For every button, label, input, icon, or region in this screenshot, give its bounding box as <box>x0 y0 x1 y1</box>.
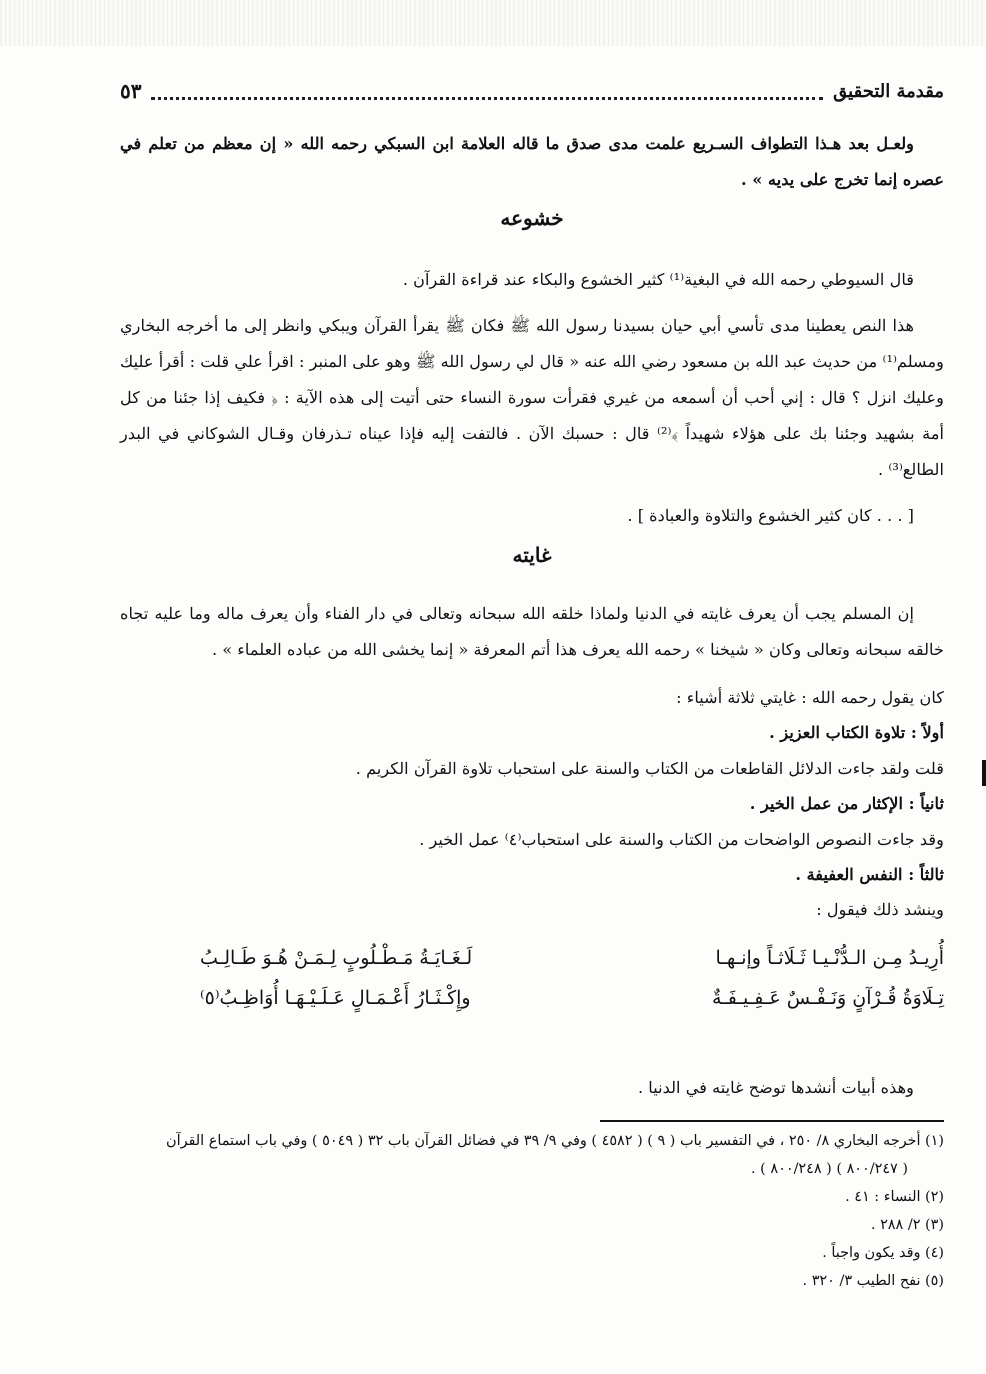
footnote: (٥) نفح الطيب ٣/ ٣٢٠ . <box>802 1273 944 1289</box>
poem-block <box>200 938 944 1018</box>
section1-body <box>120 262 944 534</box>
footnote-divider <box>600 1120 944 1122</box>
scan-noise-strip <box>0 0 986 46</box>
poem-hemistich-second: وإِكْـثَـارُ أَعْـمَـالٍ عَـلَـيْـهَـا أُوَاظِـبُ⁽٥⁾ <box>200 987 471 1009</box>
list-item: وقد جاءت النصوص الواضحات من الكتاب والسنة على استحباب⁽٤⁾ عمل الخير . <box>419 829 944 849</box>
list-item: ثانياً : الإكثار من عمل الخير . <box>749 794 944 814</box>
closing-line: وهذه أبيات أنشدها توضح غايته في الدنيا . <box>638 1078 914 1097</box>
footnote: (٣) ٢/ ٢٨٨ . <box>870 1217 944 1233</box>
list-item: وينشد ذلك فيقول : <box>816 900 944 920</box>
page-number: ٥٣ <box>120 79 142 103</box>
footnote: (٤) وقد يكون واجباً . <box>822 1245 944 1261</box>
poem-hemistich-first: تِـلَاوَةُ قُـرْآنٍ وَنَـفْـسٌ عَـفِـيـفَـةٌ <box>712 987 944 1009</box>
footnotes <box>120 1127 944 1295</box>
header-title: مقدمة التحقيق <box>833 80 944 102</box>
poem-hemistich-second: لَـغَـايَـةُ مَـطْـلُوبٍ لِـمَـنْ هُـوَ طَـالِـبُ <box>200 947 473 969</box>
section1-paragraph-3: [ . . . كان كثير الخشوع والتلاوة والعبادة ] . <box>627 506 914 525</box>
intro-paragraph: ولعـل بعد هـذا التطواف السـريع علمت مدى صدق ما قاله العلامة ابن السبكي رحمه الله « إن معظم من تعلم في عصره إنما تخرج على يديه » . <box>120 134 944 189</box>
scan-edge-mark <box>982 760 986 786</box>
section2-paragraph-1: إن المسلم يجب أن يعرف غايته في الدنيا ولماذا خلقه الله سبحانه وتعالى في دار الفناء وأن يعرف ماله وما عليه تجاه خالقه سبحانه وتعالى وكان « شيخنا » رحمه الله يعرف هذا أتم المعرفة « إنما يخشى الله من عباده العلماء » . <box>120 604 944 659</box>
section2-body <box>120 596 944 668</box>
footnote: (٢) النساء : ٤١ . <box>845 1189 944 1205</box>
section1-paragraph-1: قال السيوطي رحمه الله في البغية⁽¹⁾ كثير الخشوع والبكاء عند قراءة القرآن . <box>402 270 914 289</box>
poem-hemistich-first: أُرِيـدُ مِـن الـدُّنْـيـا ثَـلَاثـاً وإنـهـا <box>715 947 944 969</box>
section1-paragraph-2: هذا النص يعطينا مدى تأسي أبي حيان بسيدنا رسول الله ﷺ فكان ﷺ يقرأ القرآن ويبكي وانظر إلى ما أخرجه البخاري ومسلم⁽¹⁾ من حديث عبد الله بن مسعود رضي الله عنه « قال لي رسول الله ﷺ وهو على المنبر : اقرأ علي قلت : أقرأ عليك وعليك انزل ؟ قال : إني أحب أن أسمعه من غيري فقرأت سورة النساء حتى أتيت إلى هذه الآية : ﴿ فكيف إذا جئنا من كل أمة بشهيد وجئنا بك على هؤلاء شهيداً ﴾⁽²⁾ قال : حسبك الآن . فالتفت إليه فإذا عيناه تـذرفان وقـال الشوكاني في البدر الطالع⁽³⁾ . <box>120 316 945 479</box>
list-item: ثالثاً : النفس العفيفة . <box>795 865 944 885</box>
closing-block <box>120 1070 944 1106</box>
footnote: (١) أخرجه البخاري ٨/ ٢٥٠ ، في التفسير باب ( ٩ ) ( ٤٥٨٢ ) وفي ٩/ ٣٩ في فضائل القرآن باب ٣٢ ( ٥٠٤٩ ) وفي باب استماع القرآن <box>166 1133 944 1149</box>
intro-block <box>120 126 944 198</box>
footnote-continuation: ( ٨٠٠/٢٤٧ ) ( ٨٠٠/٢٤٨ ) . <box>751 1161 908 1177</box>
goals-list <box>300 680 944 928</box>
poem-verse <box>200 978 944 1018</box>
running-header <box>120 74 944 108</box>
section-heading-khushu: خشوعه <box>500 206 564 230</box>
list-item: أولاً : تلاوة الكتاب العزيز . <box>769 723 944 743</box>
poem-verse <box>200 938 944 978</box>
header-leader-dots <box>151 83 823 100</box>
list-item: كان يقول رحمه الله : غايتي ثلاثة أشياء : <box>676 688 944 707</box>
section-heading-ghaya: غايته <box>512 543 552 567</box>
list-item: قلت ولقد جاءت الدلائل القاطعات من الكتاب والسنة على استحباب تلاوة القرآن الكريم . <box>355 758 944 778</box>
